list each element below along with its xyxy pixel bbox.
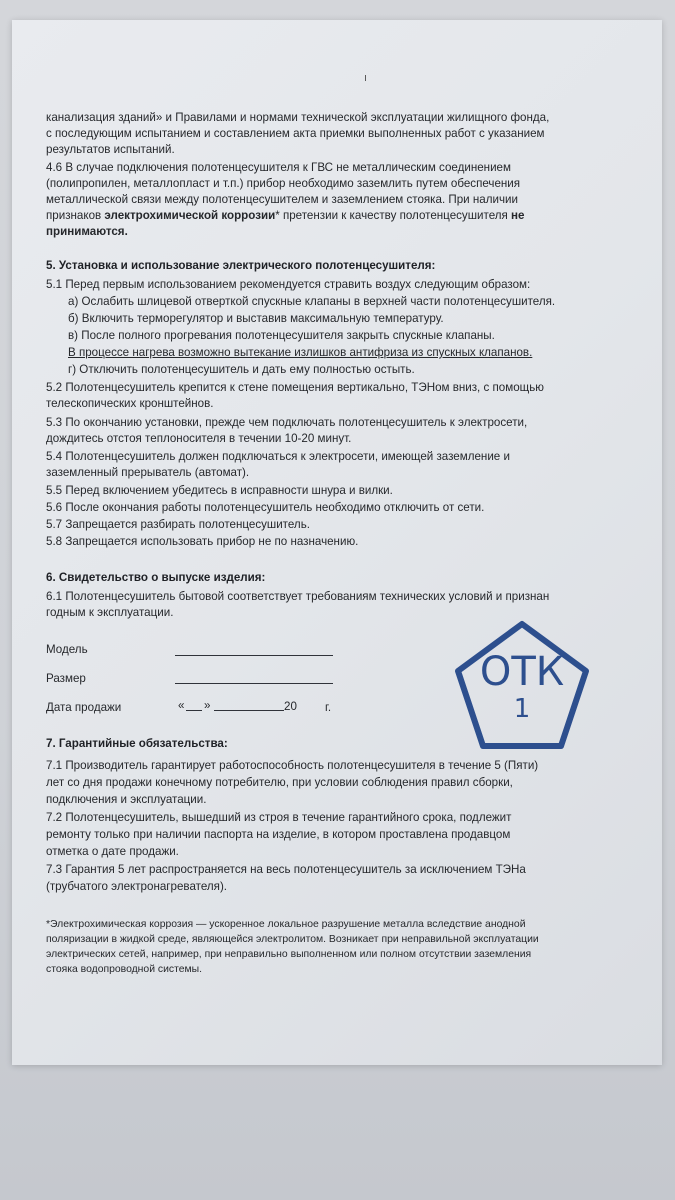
p46-text-a: признаков (46, 209, 105, 222)
paragraph-7-2-line1: 7.2 Полотенцесушитель, вышедший из строя в течение гарантийного срока, подлежит (46, 811, 512, 824)
page-mark: ı (364, 72, 368, 84)
p46-bold-ne: не (511, 209, 525, 222)
footnote-line4: стояка водопроводной системы. (46, 964, 203, 975)
paragraph-5-3-line1: 5.3 По окончанию установки, прежде чем подключать полотенцесушитель к электросети, (46, 416, 528, 429)
paragraph-5-6: 5.6 После окончания работы полотенцесушитель необходимо отключить от сети. (46, 501, 485, 514)
paragraph-5-1: 5.1 Перед первым использованием рекомендуется стравить воздух следующим образом: (46, 278, 531, 291)
document-page (12, 20, 662, 1065)
step-a: а) Ослабить шлицевой отверткой спускные клапаны в верхней части полотенцесушителя. (68, 295, 556, 308)
section4-cont-line3: результатов испытаний. (46, 143, 175, 156)
antifreeze-warning: В процессе нагрева возможно вытекание излишков антифриза из спускных клапанов. (68, 346, 533, 359)
month-blank-line (214, 710, 284, 711)
section5-heading: 5. Установка и использование электрического полотенцесушителя: (46, 259, 436, 272)
otk-stamp (452, 620, 592, 752)
paragraph-4-6-line4 (46, 208, 524, 224)
paragraph-7-2-line2: ремонту только при наличии паспорта на изделие, в котором проставлена продавцом (46, 828, 511, 841)
paragraph-5-2-line1: 5.2 Полотенцесушитель крепится к стене помещения вертикально, ТЭНом вниз, с помощью (46, 381, 544, 394)
footnote-line3: электрических сетей, например, при неправильно выполненном или полном отсутствии заземления (46, 949, 532, 960)
stamp-number: 1 (513, 694, 531, 724)
date-open-quote: « (178, 699, 185, 712)
size-label: Размер (46, 672, 86, 685)
stamp-otk-text: ОТК (479, 649, 565, 695)
footnote-line1: *Электрохимическая коррозия — ускоренное локальное разрушение металла вследствие анодной (46, 919, 526, 930)
step-d: г) Отключить полотенцесушитель и дать ему полностью остыть. (68, 363, 415, 376)
paragraph-6-1-line2: годным к эксплуатации. (46, 606, 174, 619)
paragraph-5-4-line2: заземленный прерыватель (автомат). (46, 466, 250, 479)
model-signature-line (175, 655, 333, 656)
section6-heading: 6. Свидетельство о выпуске изделия: (46, 571, 266, 584)
paragraph-5-8: 5.8 Запрещается использовать прибор не по назначению. (46, 535, 359, 548)
p46-bold-corrosion: электрохимической коррозии (104, 209, 276, 222)
paragraph-5-4-line1: 5.4 Полотенцесушитель должен подключаться к электросети, имеющей заземление и (46, 450, 510, 463)
sale-date-label: Дата продажи (46, 701, 122, 714)
paragraph-4-6-line2: (полипропилен, металлопласт и т.п.) прибор необходимо заземлить путем обеспечения (46, 177, 521, 190)
step-c: в) После полного прогревания полотенцесушителя закрыть спускные клапаны. (68, 329, 495, 342)
step-b: б) Включить терморегулятор и выставив максимальную температуру. (68, 312, 444, 325)
paragraph-7-3-line2: (трубчатого электронагревателя). (46, 880, 228, 893)
paragraph-5-5: 5.5 Перед включением убедитесь в исправности шнура и вилки. (46, 484, 393, 497)
paragraph-7-2-line3: отметка о дате продажи. (46, 845, 179, 858)
paragraph-7-1-line1: 7.1 Производитель гарантирует работоспособность полотенцесушителя в течение 5 (Пяти) (46, 759, 539, 772)
year-prefix: 20 (284, 700, 297, 713)
paragraph-4-6-line3: металлической связи между полотенцесушителем и заземлением стояка. При наличии (46, 193, 518, 206)
paragraph-6-1-line1: 6.1 Полотенцесушитель бытовой соответствует требованиям технических условий и признан (46, 590, 550, 603)
paragraph-4-6-line1: 4.6 В случае подключения полотенцесушителя к ГВС не металлическим соединением (46, 161, 511, 174)
model-label: Модель (46, 643, 88, 656)
paragraph-5-7: 5.7 Запрещается разбирать полотенцесушитель. (46, 518, 310, 531)
year-suffix: г. (325, 701, 332, 714)
day-blank-line (186, 710, 202, 711)
section4-cont-line1: канализация зданий» и Правилами и нормами технической эксплуатации жилищного фонда, (46, 111, 550, 124)
size-signature-line (175, 683, 333, 684)
paragraph-7-1-line2: лет со дня продажи конечному потребителю, при условии соблюдения правил сборки, (46, 776, 513, 789)
section4-cont-line2: с последующим испытанием и составлением акта приемки выполненных работ с указанием (46, 127, 545, 140)
p46-text-c: * претензии к качеству полотенцесушителя (275, 209, 512, 222)
footnote-line2: поляризации в жидкой среде, являющейся электролитом. Возникает при неправильной эксплуатации (46, 934, 539, 945)
date-close-quote: » (204, 699, 211, 712)
paragraph-7-1-line3: подключения и эксплуатации. (46, 793, 207, 806)
paragraph-7-3-line1: 7.3 Гарантия 5 лет распространяется на весь полотенцесушитель за исключением ТЭНа (46, 863, 526, 876)
paragraph-5-3-line2: дождитесь отстоя теплоносителя в течении 10-20 минут. (46, 432, 352, 445)
section7-heading: 7. Гарантийные обязательства: (46, 737, 228, 750)
paragraph-4-6-line5: принимаются. (46, 225, 128, 238)
paragraph-5-2-line2: телескопических кронштейнов. (46, 397, 214, 410)
